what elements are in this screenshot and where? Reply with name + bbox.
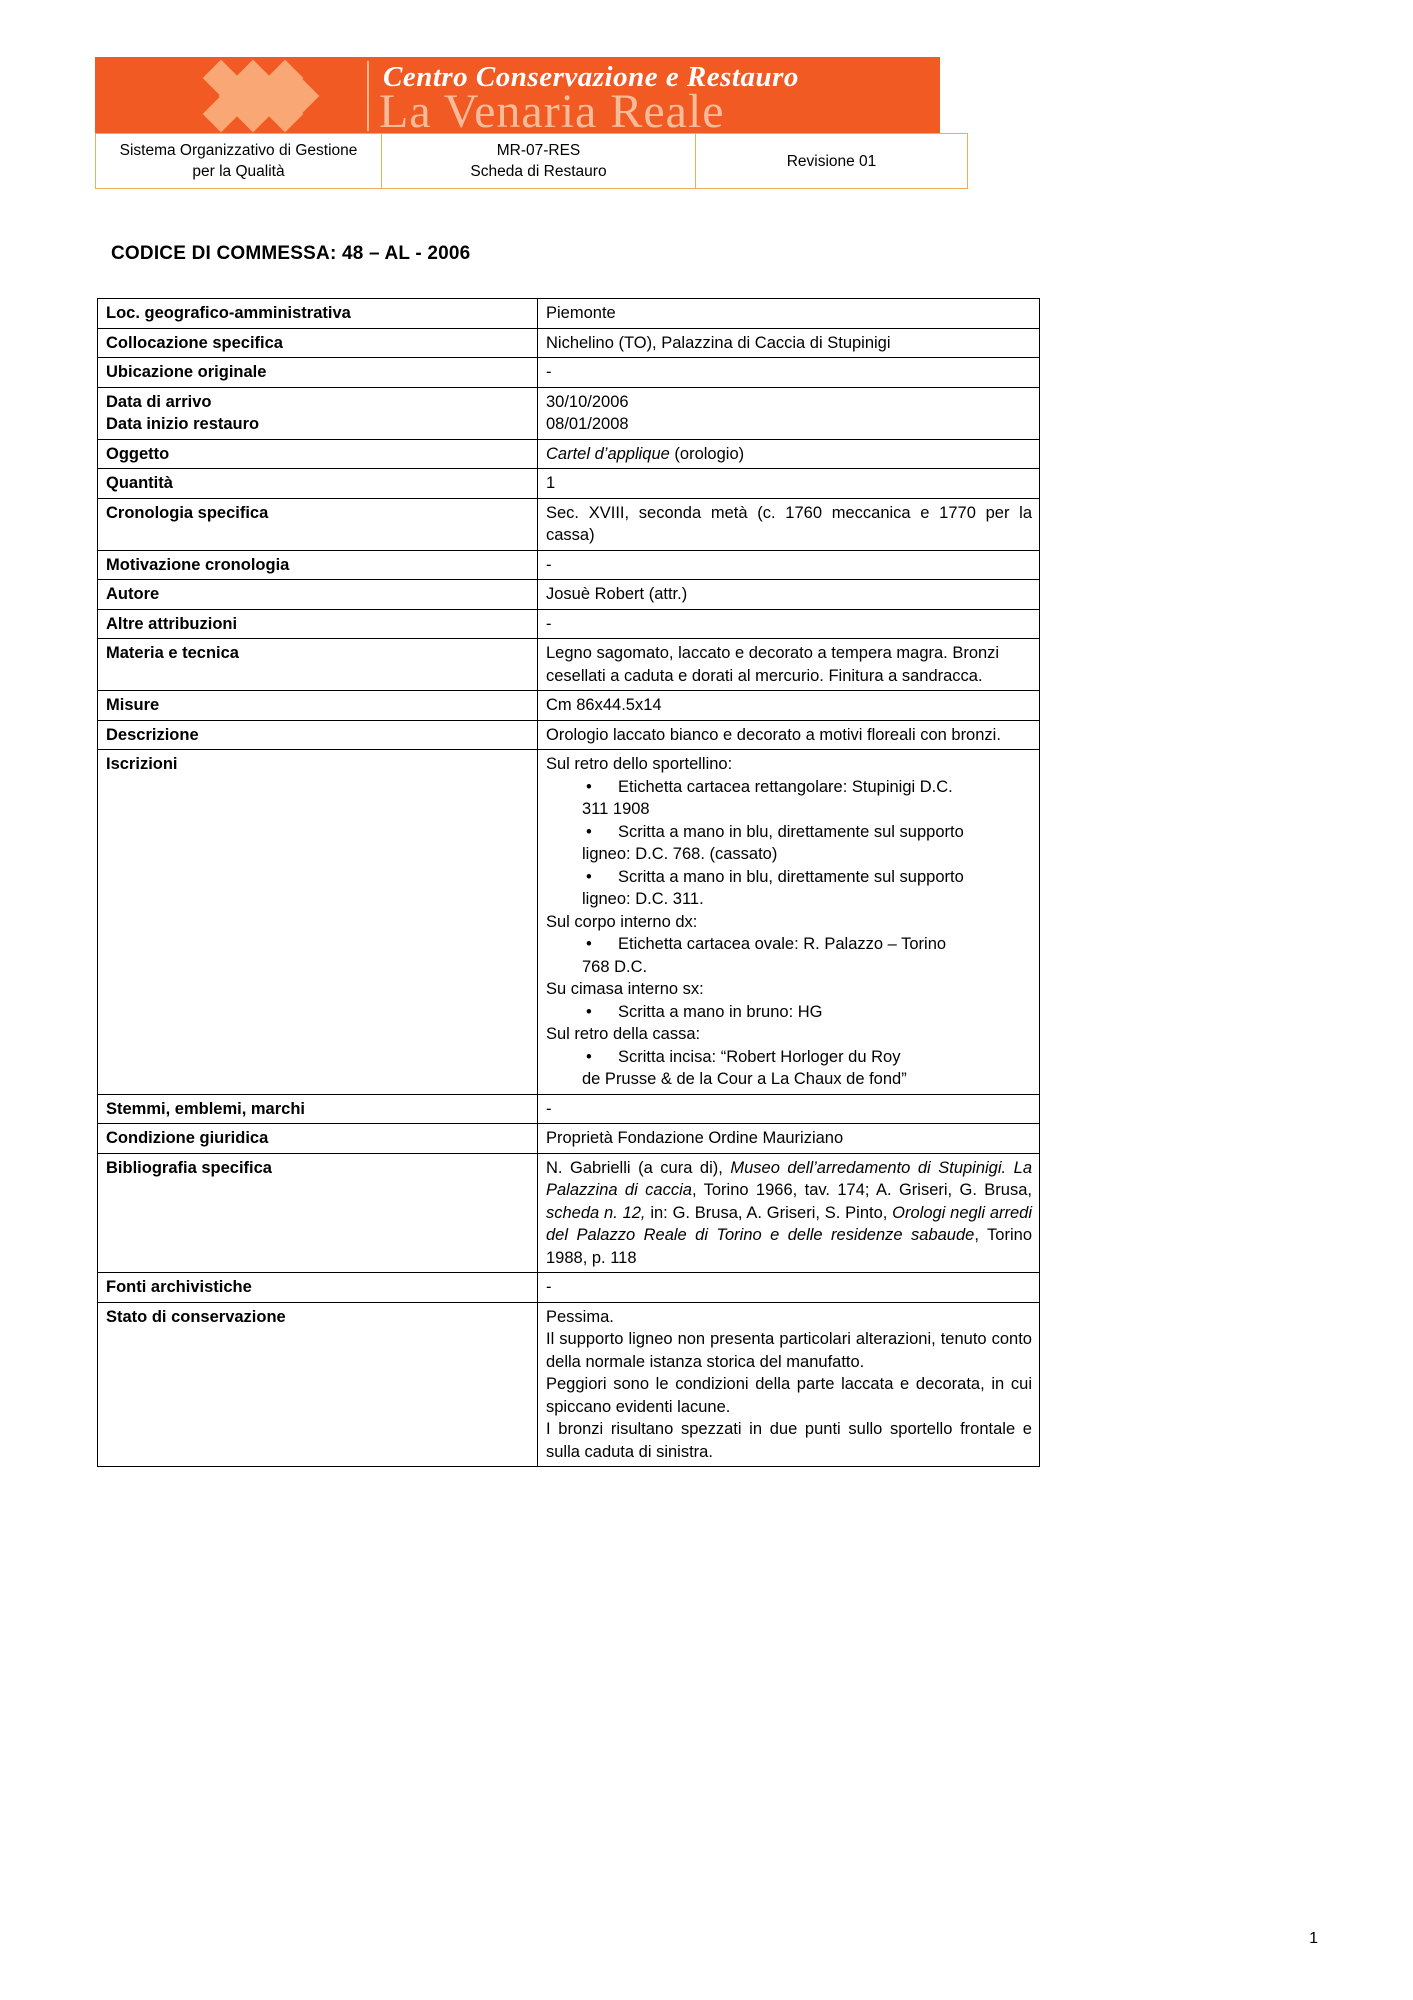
row-label-cronologia: Cronologia specifica (98, 498, 538, 550)
row-value-altre-attribuzioni: - (538, 609, 1040, 639)
row-label-collocazione: Collocazione specifica (98, 328, 538, 358)
table-row (98, 580, 1040, 610)
header-doc-code: MR-07-RES (496, 142, 581, 159)
page-number: 1 (1309, 1930, 1318, 1947)
row-value-data-inizio-restauro: 08/01/2008 (546, 415, 629, 433)
iscrizioni-heading-4: Sul retro della cassa: (546, 1025, 701, 1043)
biblio-p2c: in: G. Brusa, A. Griseri, S. Pinto, (645, 1203, 893, 1222)
row-value-fonti-archivistiche: - (538, 1273, 1040, 1303)
biblio-p2b: scheda n. 12, (546, 1203, 646, 1222)
row-label-materia-tecnica: Materia e tecnica (98, 639, 538, 691)
table-row (98, 439, 1040, 469)
list-item (618, 1001, 1032, 1024)
iscrizioni-b2-line2: ligneo: D.C. 768. (cassato) (582, 845, 778, 863)
table-row (98, 1124, 1040, 1154)
document-header-table (95, 133, 968, 189)
table-row (98, 609, 1040, 639)
iscrizioni-list-3 (546, 1001, 1032, 1024)
row-value-data-arrivo: 30/10/2006 (546, 392, 629, 411)
logo-banner (95, 57, 940, 133)
row-label-misure: Misure (98, 691, 538, 721)
row-value-condizione-giuridica: Proprietà Fondazione Ordine Mauriziano (538, 1124, 1040, 1154)
iscrizioni-heading-2: Sul corpo interno dx: (546, 912, 698, 931)
row-value-stemmi: - (538, 1094, 1040, 1124)
table-row (98, 691, 1040, 721)
table-row (98, 328, 1040, 358)
iscrizioni-list-2 (546, 933, 1032, 978)
header-quality-line1: Sistema Organizzativo di Gestione (119, 142, 358, 159)
row-value-stato-conservazione (538, 1302, 1040, 1467)
table-row (98, 750, 1040, 1095)
row-label-stato-conservazione: Stato di conservazione (98, 1302, 538, 1467)
iscrizioni-heading-1: Sul retro dello sportellino: (546, 755, 733, 773)
biblio-p1a: N. Gabrielli (a cura di), (546, 1158, 731, 1177)
iscrizioni-b4-line1: Etichetta cartacea ovale: R. Palazzo – Torino (618, 935, 947, 953)
row-label-descrizione: Descrizione (98, 720, 538, 750)
table-row (98, 1302, 1040, 1467)
table-row (98, 299, 1040, 329)
header-doc-title: Scheda di Restauro (470, 163, 607, 180)
row-label-condizione-giuridica: Condizione giuridica (98, 1124, 538, 1154)
header-cell-revision: Revisione 01 (696, 134, 968, 189)
oggetto-plain-text: (orologio) (669, 444, 745, 463)
table-row (98, 1153, 1040, 1273)
header-quality-line2: per la Qualità (192, 163, 285, 180)
table-row (98, 550, 1040, 580)
iscrizioni-b5: Scritta a mano in bruno: HG (618, 1002, 823, 1021)
row-value-quantita: 1 (538, 469, 1040, 499)
banner-title-secondary: La Venaria Reale (379, 85, 725, 133)
row-value-loc-geografico: Piemonte (538, 299, 1040, 329)
row-label-stemmi: Stemmi, emblemi, marchi (98, 1094, 538, 1124)
row-value-date (538, 387, 1040, 439)
iscrizioni-b6-line1: Scritta incisa: “Robert Horloger du Roy (618, 1047, 901, 1066)
header-cell-document-code (382, 134, 696, 189)
row-label-altre-attribuzioni: Altre attribuzioni (98, 609, 538, 639)
row-value-iscrizioni (538, 750, 1040, 1095)
row-value-oggetto (538, 439, 1040, 469)
list-item (582, 1046, 1032, 1091)
iscrizioni-b3-line2: ligneo: D.C. 311. (582, 890, 704, 908)
row-value-misure: Cm 86x44.5x14 (538, 691, 1040, 721)
table-row (98, 358, 1040, 388)
table-row (98, 1273, 1040, 1303)
biblio-p2a: A. Griseri, G. Brusa, (875, 1181, 1032, 1199)
iscrizioni-b3-line1: Scritta a mano in blu, direttamente sul supporto (618, 867, 964, 886)
list-item (582, 933, 1032, 978)
list-item (582, 866, 1032, 911)
table-row (98, 639, 1040, 691)
diamond-pattern-icon (200, 63, 345, 129)
page-title: CODICE DI COMMESSA: 48 – AL - 2006 (111, 243, 471, 264)
restoration-record-table (97, 298, 1040, 1467)
row-value-materia-tecnica: Legno sagomato, laccato e decorato a tempera magra. Bronzi cesellati a caduta e dorati al mercurio. Finitura a sandracca. (538, 639, 1040, 691)
stato-paragraph-2: Il supporto ligneo non presenta particolari alterazioni, tenuto conto della normale istanza storica del manufatto. (546, 1330, 1032, 1371)
table-row (98, 1094, 1040, 1124)
row-label-date (98, 387, 538, 439)
row-label-oggetto: Oggetto (98, 439, 538, 469)
row-label-loc-geografico: Loc. geografico-amministrativa (98, 299, 538, 329)
biblio-p2d: Orologi negli arredi del Palazzo Reale di Torino e delle residenze sabaude (546, 1203, 1033, 1244)
iscrizioni-b2-line1: Scritta a mano in blu, direttamente sul supporto (618, 822, 964, 841)
stato-paragraph-4: I bronzi risultano spezzati in due punti sullo sportello frontale e sulla caduta di sinistra. (546, 1420, 1032, 1461)
row-label-motivazione: Motivazione cronologia (98, 550, 538, 580)
row-label-quantita: Quantità (98, 469, 538, 499)
row-label-data-arrivo: Data di arrivo (106, 392, 212, 411)
row-value-motivazione: - (538, 550, 1040, 580)
iscrizioni-list-1 (546, 776, 1032, 911)
row-label-autore: Autore (98, 580, 538, 610)
table-row (98, 498, 1040, 550)
row-value-ubicazione: - (538, 358, 1040, 388)
row-label-data-inizio-restauro: Data inizio restauro (106, 415, 260, 433)
row-value-bibliografia (538, 1153, 1040, 1273)
biblio-p2e: , Torino 1988, p. 118 (546, 1226, 1032, 1267)
iscrizioni-b6-line2: de Prusse & de la Cour a La Chaux de fond” (582, 1070, 907, 1088)
row-value-collocazione: Nichelino (TO), Palazzina di Caccia di Stupinigi (538, 328, 1040, 358)
row-label-ubicazione: Ubicazione originale (98, 358, 538, 388)
stato-paragraph-3: Peggiori sono le condizioni della parte laccata e decorata, in cui spiccano evidenti lacune. (546, 1375, 1032, 1416)
iscrizioni-b4-line2: 768 D.C. (582, 957, 648, 976)
table-row (98, 387, 1040, 439)
header-cell-quality-system (96, 134, 382, 189)
list-item (582, 776, 1032, 821)
row-value-cronologia: Sec. XVIII, seconda metà (c. 1760 meccanica e 1770 per la cassa) (538, 498, 1040, 550)
header-table-row (96, 134, 968, 189)
row-label-bibliografia: Bibliografia specifica (98, 1153, 538, 1273)
table-row (98, 469, 1040, 499)
banner-title-primary: Centro Conservazione e Restauro (383, 61, 799, 93)
table-row (98, 720, 1040, 750)
row-label-iscrizioni: Iscrizioni (98, 750, 538, 1095)
iscrizioni-b1-line2: 311 1908 (582, 800, 650, 818)
stato-paragraph-1: Pessima. (546, 1307, 614, 1326)
row-value-autore: Josuè Robert (attr.) (538, 580, 1040, 610)
biblio-p1c: , Torino 1966, tav. 174; (691, 1181, 870, 1199)
banner-divider (367, 61, 369, 131)
iscrizioni-list-4 (546, 1046, 1032, 1091)
list-item (582, 821, 1032, 866)
iscrizioni-b1-line1: Etichetta cartacea rettangolare: Stupinigi D.C. (618, 777, 953, 796)
row-label-fonti-archivistiche: Fonti archivistiche (98, 1273, 538, 1303)
oggetto-italic-text: Cartel d’applique (546, 444, 670, 463)
row-value-descrizione: Orologio laccato bianco e decorato a motivi floreali con bronzi. (538, 720, 1040, 750)
biblio-p1b: Museo dell’arredamento di Stupinigi. La Palazzina di caccia (546, 1158, 1032, 1199)
iscrizioni-heading-3: Su cimasa interno sx: (546, 980, 704, 998)
